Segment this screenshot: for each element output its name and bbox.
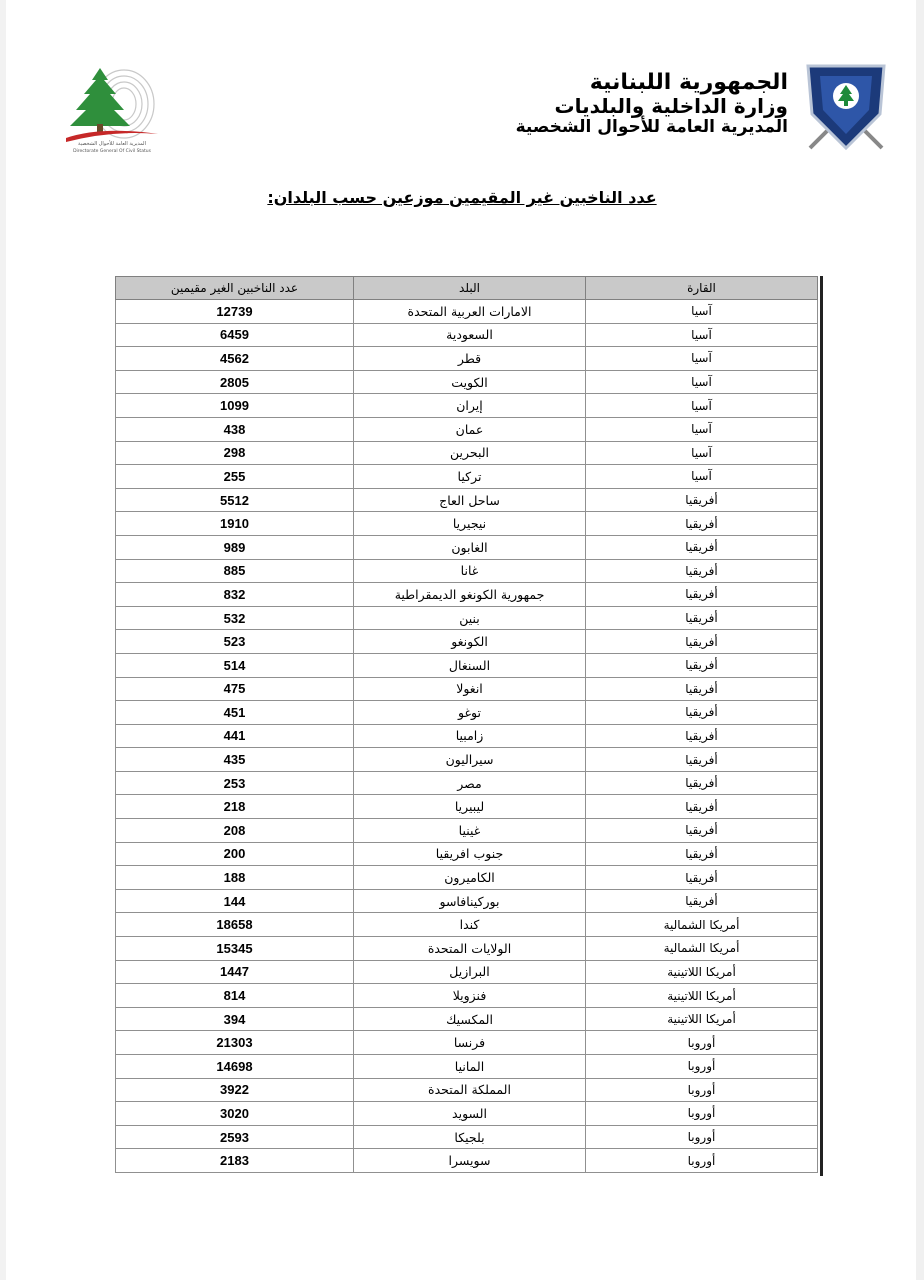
cell-count: 814 bbox=[116, 984, 354, 1008]
cell-continent: آسيا bbox=[586, 394, 818, 418]
cell-count: 2183 bbox=[116, 1149, 354, 1173]
table-row bbox=[116, 535, 818, 559]
cell-continent: آسيا bbox=[586, 300, 818, 324]
cell-count: 208 bbox=[116, 819, 354, 843]
cell-country: بنين bbox=[354, 606, 586, 630]
cell-country: ساحل العاج bbox=[354, 488, 586, 512]
cell-count: 253 bbox=[116, 771, 354, 795]
cell-count: 451 bbox=[116, 701, 354, 725]
cell-count: 475 bbox=[116, 677, 354, 701]
header-continent: القارة bbox=[586, 277, 818, 300]
header-count: عدد الناخبين الغير مقيمين bbox=[116, 277, 354, 300]
table-row bbox=[116, 1031, 818, 1055]
cell-count: 200 bbox=[116, 842, 354, 866]
cell-continent: آسيا bbox=[586, 323, 818, 347]
cell-country: الكويت bbox=[354, 370, 586, 394]
table-row bbox=[116, 300, 818, 324]
ministry-name: وزارة الداخلية والبلديات bbox=[554, 94, 788, 119]
table-row bbox=[116, 889, 818, 913]
cell-country: غينيا bbox=[354, 819, 586, 843]
cell-continent: أفريقيا bbox=[586, 535, 818, 559]
directorate-name: المديرية العامة للأحوال الشخصية bbox=[515, 117, 788, 138]
table-row bbox=[116, 748, 818, 772]
table-row bbox=[116, 653, 818, 677]
cell-count: 3922 bbox=[116, 1078, 354, 1102]
cell-count: 4562 bbox=[116, 347, 354, 371]
cell-continent: أفريقيا bbox=[586, 653, 818, 677]
cell-count: 532 bbox=[116, 606, 354, 630]
cell-country: الامارات العربية المتحدة bbox=[354, 300, 586, 324]
cell-continent: آسيا bbox=[586, 347, 818, 371]
table-row bbox=[116, 937, 818, 961]
cell-continent: آسيا bbox=[586, 465, 818, 489]
table-row bbox=[116, 960, 818, 984]
cell-count: 14698 bbox=[116, 1055, 354, 1079]
cell-country: فرنسا bbox=[354, 1031, 586, 1055]
cell-country: كندا bbox=[354, 913, 586, 937]
table-row bbox=[116, 465, 818, 489]
cell-country: الكاميرون bbox=[354, 866, 586, 890]
cell-count: 1099 bbox=[116, 394, 354, 418]
cell-country: السعودية bbox=[354, 323, 586, 347]
cell-count: 1447 bbox=[116, 960, 354, 984]
cell-count: 3020 bbox=[116, 1102, 354, 1126]
cell-country: نيجيريا bbox=[354, 512, 586, 536]
voters-table bbox=[115, 276, 818, 1173]
logo-caption-arabic: المديرية العامة للأحوال الشخصية bbox=[78, 141, 146, 147]
letterhead bbox=[0, 0, 924, 170]
table-row bbox=[116, 512, 818, 536]
table-row bbox=[116, 866, 818, 890]
table-row bbox=[116, 842, 818, 866]
cell-continent: أفريقيا bbox=[586, 583, 818, 607]
letterhead-text bbox=[516, 70, 788, 138]
cell-count: 18658 bbox=[116, 913, 354, 937]
cell-country: البرازيل bbox=[354, 960, 586, 984]
cell-continent: أوروبا bbox=[586, 1102, 818, 1126]
cell-country: انغولا bbox=[354, 677, 586, 701]
cell-count: 989 bbox=[116, 535, 354, 559]
cell-continent: أمريكا اللاتينية bbox=[586, 960, 818, 984]
table-row bbox=[116, 1125, 818, 1149]
cell-country: سويسرا bbox=[354, 1149, 586, 1173]
cell-country: عمان bbox=[354, 417, 586, 441]
cell-continent: أفريقيا bbox=[586, 630, 818, 654]
table-row bbox=[116, 488, 818, 512]
cell-country: السنغال bbox=[354, 653, 586, 677]
ministry-shield-logo bbox=[800, 56, 892, 156]
cell-continent: أفريقيا bbox=[586, 488, 818, 512]
cell-country: إيران bbox=[354, 394, 586, 418]
table-row bbox=[116, 370, 818, 394]
cell-continent: أمريكا الشمالية bbox=[586, 913, 818, 937]
cell-country: الغابون bbox=[354, 535, 586, 559]
cell-country: توغو bbox=[354, 701, 586, 725]
cell-country: السويد bbox=[354, 1102, 586, 1126]
cell-continent: أمريكا الشمالية bbox=[586, 937, 818, 961]
logo-caption-english: Directorate General Of Civil Status bbox=[73, 149, 151, 154]
cell-continent: أوروبا bbox=[586, 1055, 818, 1079]
cell-count: 2805 bbox=[116, 370, 354, 394]
cell-count: 144 bbox=[116, 889, 354, 913]
table-row bbox=[116, 323, 818, 347]
voters-table-container bbox=[115, 276, 817, 1173]
cell-country: الكونغو bbox=[354, 630, 586, 654]
cell-count: 1910 bbox=[116, 512, 354, 536]
cell-count: 514 bbox=[116, 653, 354, 677]
cell-country: ليبيريا bbox=[354, 795, 586, 819]
cell-continent: أفريقيا bbox=[586, 795, 818, 819]
cell-continent: أفريقيا bbox=[586, 677, 818, 701]
cell-count: 885 bbox=[116, 559, 354, 583]
table-row bbox=[116, 771, 818, 795]
cell-continent: أفريقيا bbox=[586, 819, 818, 843]
cell-country: جمهورية الكونغو الديمقراطية bbox=[354, 583, 586, 607]
cell-country: بلجيكا bbox=[354, 1125, 586, 1149]
cell-continent: آسيا bbox=[586, 417, 818, 441]
cell-continent: أفريقيا bbox=[586, 724, 818, 748]
table-row bbox=[116, 984, 818, 1008]
cell-count: 12739 bbox=[116, 300, 354, 324]
cell-continent: أفريقيا bbox=[586, 559, 818, 583]
table-row bbox=[116, 417, 818, 441]
cell-continent: أفريقيا bbox=[586, 748, 818, 772]
cell-count: 523 bbox=[116, 630, 354, 654]
cell-continent: آسيا bbox=[586, 370, 818, 394]
cell-country: المانيا bbox=[354, 1055, 586, 1079]
table-row bbox=[116, 630, 818, 654]
cell-continent: أفريقيا bbox=[586, 866, 818, 890]
table-row bbox=[116, 1007, 818, 1031]
cell-continent: آسيا bbox=[586, 441, 818, 465]
cell-continent: أمريكا اللاتينية bbox=[586, 984, 818, 1008]
table-row bbox=[116, 701, 818, 725]
republic-name: الجمهورية اللبنانية bbox=[589, 70, 788, 95]
cell-country: زامبيا bbox=[354, 724, 586, 748]
cell-count: 832 bbox=[116, 583, 354, 607]
document-title: عدد الناخبين غير المقيمين موزعين حسب البلدان: bbox=[267, 188, 657, 207]
cell-country: سيراليون bbox=[354, 748, 586, 772]
cell-count: 298 bbox=[116, 441, 354, 465]
cell-count: 188 bbox=[116, 866, 354, 890]
table-row bbox=[116, 583, 818, 607]
table-body bbox=[116, 300, 818, 1173]
cell-continent: أفريقيا bbox=[586, 512, 818, 536]
cell-count: 2593 bbox=[116, 1125, 354, 1149]
cell-continent: أفريقيا bbox=[586, 889, 818, 913]
table-row bbox=[116, 1149, 818, 1173]
cell-count: 6459 bbox=[116, 323, 354, 347]
cell-country: جنوب افريقيا bbox=[354, 842, 586, 866]
cell-count: 441 bbox=[116, 724, 354, 748]
cell-country: تركيا bbox=[354, 465, 586, 489]
table-row bbox=[116, 677, 818, 701]
cell-count: 218 bbox=[116, 795, 354, 819]
cell-country: مصر bbox=[354, 771, 586, 795]
table-row bbox=[116, 347, 818, 371]
cell-country: المملكة المتحدة bbox=[354, 1078, 586, 1102]
cell-continent: أوروبا bbox=[586, 1149, 818, 1173]
header-country: البلد bbox=[354, 277, 586, 300]
cell-country: فنزويلا bbox=[354, 984, 586, 1008]
table-row bbox=[116, 913, 818, 937]
cell-country: قطر bbox=[354, 347, 586, 371]
cell-country: الولايات المتحدة bbox=[354, 937, 586, 961]
cell-continent: أمريكا اللاتينية bbox=[586, 1007, 818, 1031]
cell-country: المكسيك bbox=[354, 1007, 586, 1031]
table-row bbox=[116, 394, 818, 418]
cell-count: 394 bbox=[116, 1007, 354, 1031]
cell-count: 21303 bbox=[116, 1031, 354, 1055]
cell-continent: أفريقيا bbox=[586, 701, 818, 725]
cell-count: 255 bbox=[116, 465, 354, 489]
table-row bbox=[116, 795, 818, 819]
table-row bbox=[116, 1055, 818, 1079]
cell-continent: أفريقيا bbox=[586, 606, 818, 630]
table-row bbox=[116, 1078, 818, 1102]
cell-count: 15345 bbox=[116, 937, 354, 961]
table-header-row bbox=[116, 277, 818, 300]
cell-country: غانا bbox=[354, 559, 586, 583]
cell-count: 438 bbox=[116, 417, 354, 441]
table-row bbox=[116, 559, 818, 583]
table-row bbox=[116, 724, 818, 748]
cell-count: 435 bbox=[116, 748, 354, 772]
cell-continent: أفريقيا bbox=[586, 842, 818, 866]
table-row bbox=[116, 1102, 818, 1126]
cell-continent: أوروبا bbox=[586, 1078, 818, 1102]
table-row bbox=[116, 819, 818, 843]
cell-country: البحرين bbox=[354, 441, 586, 465]
table-row bbox=[116, 606, 818, 630]
cell-continent: أوروبا bbox=[586, 1031, 818, 1055]
cell-count: 5512 bbox=[116, 488, 354, 512]
cell-continent: أوروبا bbox=[586, 1125, 818, 1149]
table-row bbox=[116, 441, 818, 465]
cell-country: بوركينافاسو bbox=[354, 889, 586, 913]
cell-continent: أفريقيا bbox=[586, 771, 818, 795]
